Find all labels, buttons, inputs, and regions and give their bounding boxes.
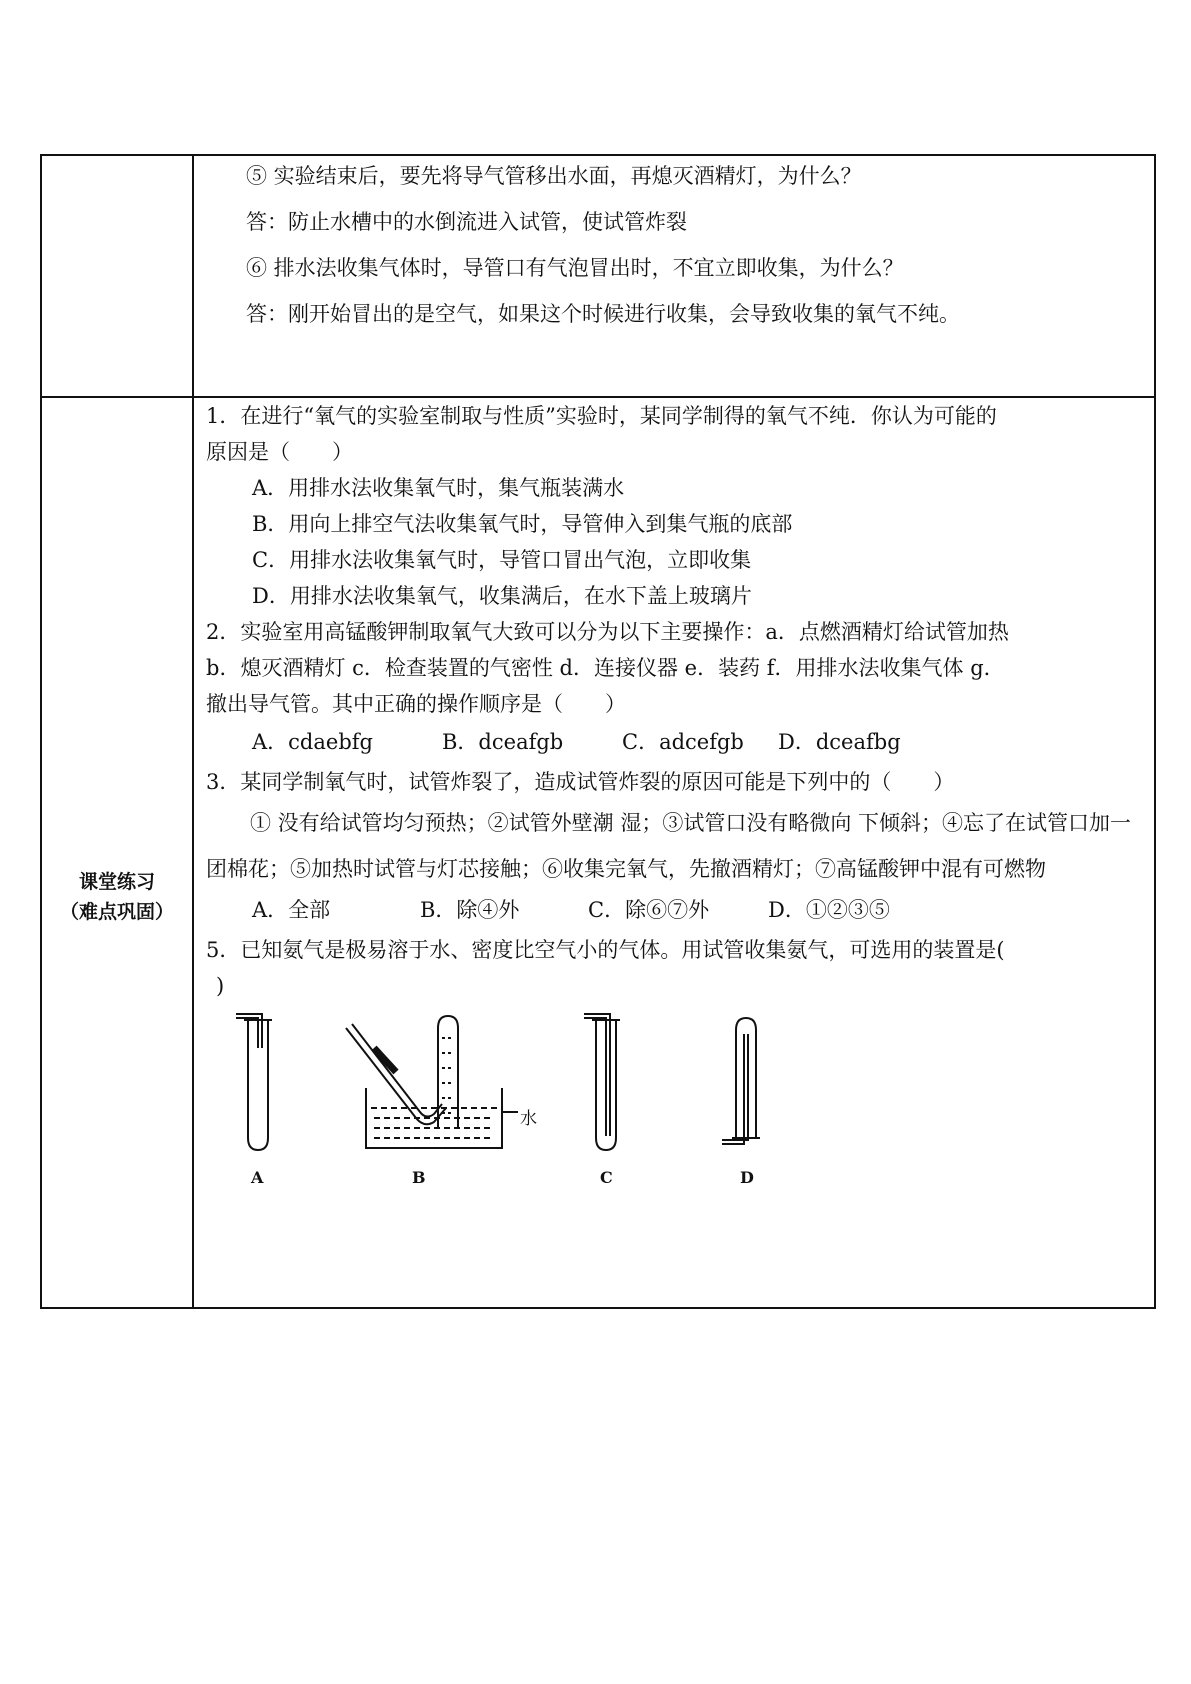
q2-options (206, 724, 1142, 760)
q5-stem-line1: 5．已知氨气是极易溶于水、密度比空气小的气体。用试管收集氨气，可选用的装置是( (206, 938, 1005, 962)
apparatus-figure (206, 1008, 806, 1188)
q3-options (206, 892, 1142, 928)
apparatus-label-d: D (740, 1168, 754, 1187)
apparatus-d-drawing (722, 1018, 760, 1144)
q3-stem: 3．某同学制氧气时，试管炸裂了，造成试管炸裂的原因可能是下列中的（ ） (206, 770, 955, 794)
q3-body: ① 没有给试管均匀预热；②试管外壁潮 湿；③试管口没有略微向 下倾斜；④忘了在试管口加一团棉花；⑤加热时试管与灯芯接触；⑥收集完氧气，先撤酒精灯；⑦高锰酸钾中混有可燃物 (206, 811, 1132, 881)
q2-option-b: B．dceafgb (442, 730, 564, 754)
apparatus-drawing (206, 1008, 806, 1188)
water-label: 水 (520, 1109, 537, 1129)
q2-stem-line2: b．熄灭酒精灯 c．检查装置的气密性 d．连接仪器 e．装药 f．用排水法收集气体 g． (206, 656, 1005, 680)
q1-stem-line1: 1．在进行“氧气的实验室制取与性质”实验时，某同学制得的氧气不纯．你认为可能的 (206, 404, 997, 428)
q2-stem-line3: 撤出导气管。其中正确的操作顺序是（ ） (206, 692, 626, 716)
section-label: 课堂练习 (78, 870, 155, 893)
answer-6-text: 答：刚开始冒出的是空气，如果这个时候进行收集，会导致收集的氧气不纯。 (246, 302, 960, 326)
apparatus-label-a: A (251, 1168, 264, 1187)
apparatus-c-drawing (584, 1014, 620, 1150)
q3-option-c: C．除⑥⑦外 (588, 898, 710, 922)
q2-option-a: A．cdaebfg (252, 730, 373, 754)
q2-option-c: C．adcefgb (622, 730, 744, 754)
table-row (41, 397, 1155, 1308)
apparatus-label-b: B (412, 1168, 426, 1187)
question-5-text: ⑤ 实验结束后，要先将导气管移出水面，再熄灭酒精灯，为什么？ (246, 164, 862, 188)
q5-stem-line2: ) (216, 974, 225, 998)
q3-option-d: D．①②③⑤ (768, 898, 890, 922)
apparatus-label-c: C (600, 1168, 613, 1187)
q1-option-d: D．用排水法收集氧气，收集满后，在水下盖上玻璃片 (252, 584, 752, 608)
q3-option-a: A．全部 (252, 898, 331, 922)
q3-option-b: B．除④外 (420, 898, 520, 922)
q1-stem-line2: 原因是（ ） (206, 440, 353, 464)
q2-option-d: D．dceafbg (778, 730, 901, 754)
q1-option-c: C．用排水法收集氧气时，导管口冒出气泡，立即收集 (252, 548, 752, 572)
row-label-cell (41, 397, 193, 1308)
table-row (41, 155, 1155, 397)
exercise-cell (193, 397, 1155, 1308)
apparatus-a-drawing (236, 1014, 272, 1150)
q2-stem-line1: 2．实验室用高锰酸钾制取氧气大致可以分为以下主要操作：a．点燃酒精灯给试管加热 (206, 620, 1009, 644)
q1-option-b: B．用向上排空气法收集氧气时，导管伸入到集气瓶的底部 (252, 512, 793, 536)
apparatus-b-drawing (346, 1016, 518, 1148)
content-cell (193, 155, 1155, 397)
question-6-text: ⑥ 排水法收集气体时，导管口有气泡冒出时，不宜立即收集，为什么？ (246, 256, 904, 280)
q1-option-a: A．用排水法收集氧气时，集气瓶装满水 (252, 476, 625, 500)
section-sublabel: （难点巩固） (59, 900, 174, 923)
worksheet-table (40, 154, 1156, 1309)
answer-5-text: 答：防止水槽中的水倒流进入试管，使试管炸裂 (246, 210, 687, 234)
row-label-cell-empty (41, 155, 193, 397)
